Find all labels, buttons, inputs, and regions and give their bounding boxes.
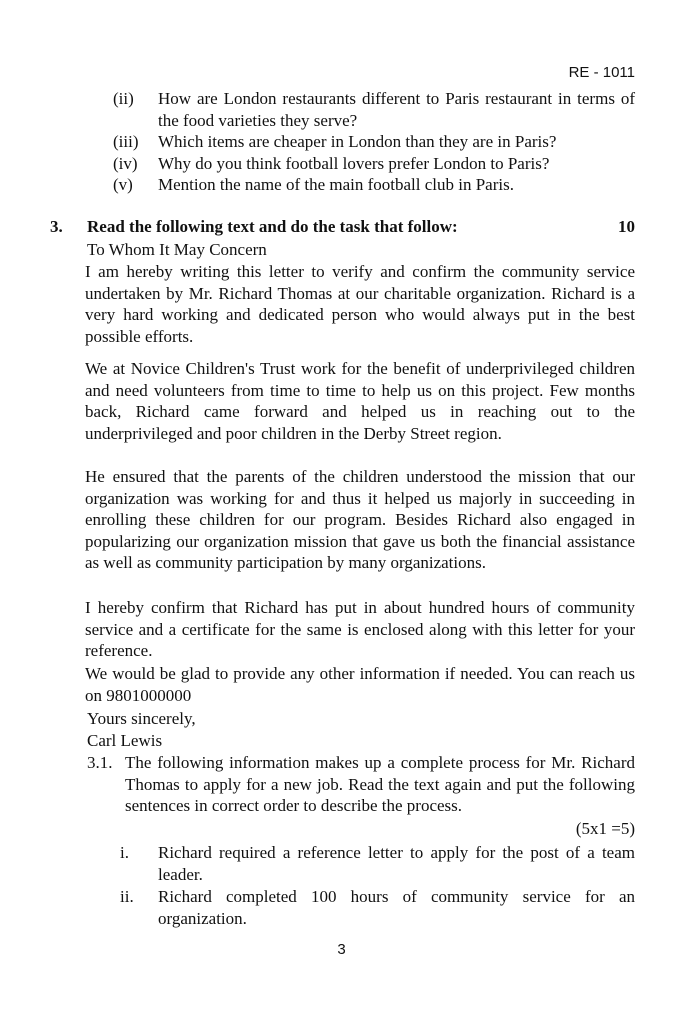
item-text: Richard completed 100 hours of community service for an organization. [158,887,635,928]
exam-code: RE - 1011 [568,64,635,81]
question-marks: (5x1 =5) [575,819,635,838]
list-item [120,842,635,885]
question-text: How are London restaurants different to Paris restaurant in terms of the food varieties they serve? [158,89,635,130]
question-item [113,174,635,196]
question-number: 3. [50,217,63,236]
list-item [120,886,635,929]
letter-paragraph-1: I am hereby writing this letter to verify and confirm the community service undertaken by Mr. Richard Thomas at our charitable organization. Richard is a very hard working and dedicated person who would always put in the best possible efforts. [85,262,635,346]
letter-paragraph-4: I hereby confirm that Richard has put in about hundred hours of community service and a certificate for the same is enclosed along with this letter for your reference. [85,598,635,660]
question-text: Which items are cheaper in London than they are in Paris? [158,132,557,151]
question-number: (iii) [113,132,139,151]
question-text: The following information makes up a complete process for Mr. Richard Thomas to apply for a new job. Read the text again and put the following sentences in correct order to describe the process. [125,753,635,815]
letter-salutation: To Whom It May Concern [87,240,267,259]
letter-closing: Yours sincerely, [87,709,196,728]
previous-questions [113,88,635,196]
question-instruction: Read the following text and do the task that follow: [87,217,458,236]
question-number: (ii) [113,89,134,108]
letter-signature: Carl Lewis [87,731,163,750]
question-number: (v) [113,175,133,194]
letter-paragraph-2: We at Novice Children's Trust work for the benefit of underprivileged children and need volunteers from time to time to help us on this project. Few months back, Richard came forward and helped us in reaching out to the underprivileged and poor children in the Derby Street region. [85,359,635,443]
question-number: 3.1. [87,753,113,772]
item-number: ii. [120,887,134,906]
question-3-1 [87,752,635,817]
question-number: (iv) [113,153,138,173]
question-item [113,88,635,131]
question-item [113,131,635,153]
question-3-heading [50,217,635,237]
question-item [113,153,635,175]
item-number: i. [120,843,129,862]
question-marks: 10 [618,217,635,236]
item-text: Richard required a reference letter to apply for the post of a team leader. [158,843,635,884]
letter-paragraph-3: He ensured that the parents of the children understood the mission that our organization was working for and thus it helped us majorly in succeeding in enrolling these children for our program. Besides Richard also engaged in popularizing our organization mission that gave us both the financial assistance as well as community participation by many organizations. [85,467,635,572]
letter-paragraph-5: We would be glad to provide any other information if needed. You can reach us on 9801000000 [85,664,635,705]
question-text: Mention the name of the main football club in Paris. [158,175,514,194]
page-number: 3 [337,941,346,958]
question-text: Why do you think football lovers prefer London to Paris? [158,153,550,173]
